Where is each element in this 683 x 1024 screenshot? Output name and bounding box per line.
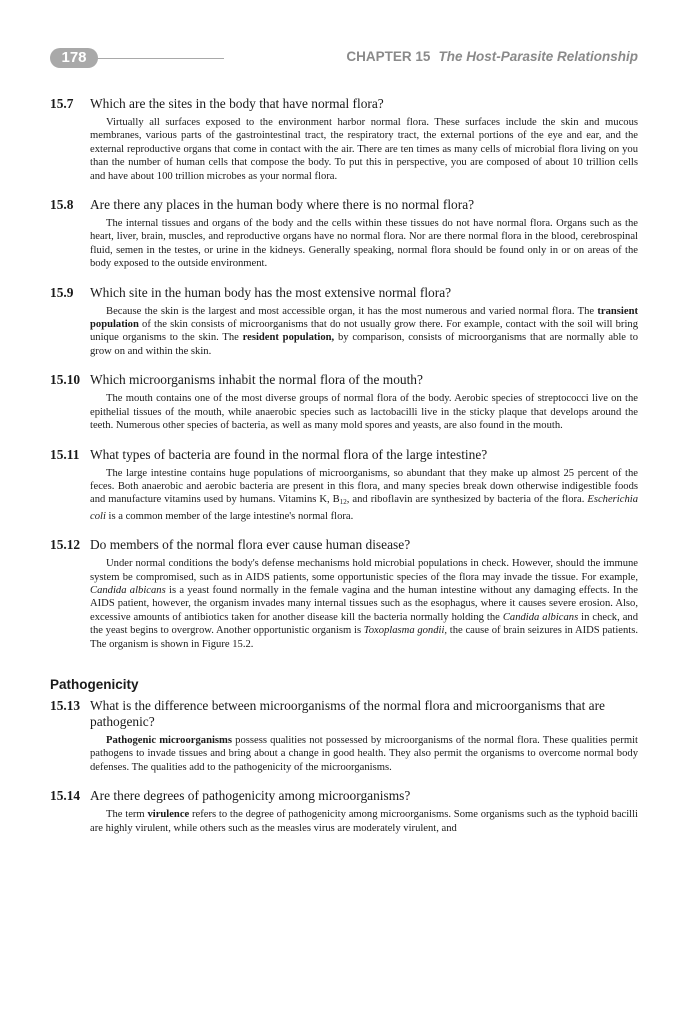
question-text: Which are the sites in the body that have normal flora? — [90, 96, 384, 111]
question-text: Are there any places in the human body where there is no normal flora? — [90, 197, 475, 213]
question-number: 15.9 — [50, 284, 74, 300]
subscript: 12 — [339, 498, 347, 507]
answer-text: Virtually all surfaces exposed to the environment harbor normal flora. These surfaces include the skin and mucous membranes, various parts of the gastrointestinal tract, the respiratory tract, the external portions of the eye and ear, and the external reproductive organs that come in contact with the air. There are ten times as many cells of microbial flora living on you than the number of human cells that compose the body. To put this in perspective, you are composed of about 10 trillion cells and have about 100 trillion microbes as your normal flora. — [90, 117, 638, 182]
answer-segment: The large intestine contains huge populations of microorganisms, so abundant that they make up almost 25 percent of the feces. Both anaerobic and aerobic bacteria are present in this flora, and many species break down otherwise indigestible foods and manufacture vitamins used by humans. Vitamins K, B — [90, 467, 638, 506]
question-text: What is the difference between microorganisms of the normal flora and microorganisms that are pathogenic? — [90, 697, 605, 729]
question — [50, 537, 638, 553]
answer — [50, 116, 638, 183]
qa-15-13 — [50, 698, 638, 774]
header-rule — [96, 58, 224, 59]
question-number: 15.13 — [50, 697, 81, 713]
answer — [50, 808, 638, 835]
species-name: Toxoplasma gondii, — [363, 625, 448, 637]
question — [50, 788, 638, 804]
chapter-heading — [346, 49, 638, 64]
answer-text — [90, 467, 638, 524]
term-resident-population: resident population, — [242, 332, 335, 344]
question-text: Are there degrees of pathogenicity among microorganisms? — [90, 788, 411, 804]
answer — [50, 392, 638, 432]
question-number: 15.12 — [50, 537, 81, 553]
term-transient-population: transient population — [90, 305, 638, 331]
question-text: What types of bacteria are found in the normal flora of the large intestine? — [90, 446, 488, 462]
qa-15-14 — [50, 788, 638, 835]
answer-text — [90, 305, 638, 359]
answer-segment: the cause of brain seizures in AIDS patients. The organism is shown in Figure 15.2. — [90, 625, 638, 650]
answer — [50, 467, 638, 524]
term-pathogenic-microorganisms: Pathogenic microorganisms — [106, 734, 232, 746]
term-virulence: virulence — [147, 809, 190, 821]
section-heading: Pathogenicity — [50, 676, 139, 692]
species-name: Candida albicans — [90, 584, 166, 596]
answer — [50, 305, 638, 359]
qa-15-10 — [50, 372, 638, 432]
answer-segment: Under normal conditions the body's defense mechanisms hold microbial populations in check. However, should the immune system be compromised, such as in AIDS patients, some opportunistic species of the flora may invade the tissue. For example, — [90, 558, 638, 583]
answer — [50, 734, 638, 774]
question-number: 15.8 — [50, 197, 74, 213]
answer-segment: in check, and the yeast begins to overgrow. Another opportunistic organism is — [90, 611, 638, 637]
answer — [50, 557, 638, 651]
answer-text: The mouth contains one of the most diverse groups of normal flora of the body. Aerobic species of streptococci live on the epithelial tissues of the mouth, while anaerobic species such as lactobacilli live in the sticky plaque that develops around the teeth. Numerous other species of bacteria, as well as many mold spores and yeasts, are also found in the mouth. — [90, 393, 638, 432]
answer-text — [90, 557, 638, 651]
question — [50, 285, 638, 301]
answer-segment: by comparison, consists of microorganisms that are normally able to grow on and within the skin. — [90, 332, 638, 357]
species-name: Candida albicans — [502, 611, 579, 623]
qa-15-11 — [50, 447, 638, 524]
chapter-label: CHAPTER 15 — [346, 49, 431, 64]
answer-segment: possess qualities not possessed by microorganisms of the normal flora. These qualities permit pathogens to invade tissues and bring about a change in good health. They also permit the organisms to overcome normal body defenses. The qualities add to the pathogenicity of the microorganisms. — [90, 734, 638, 773]
answer-segment: Because the skin is the largest and most accessible organ, it has the most numerous and varied normal flora. The — [106, 305, 598, 317]
qa-15-8 — [50, 197, 638, 271]
chapter-title: The Host-Parasite Relationship — [438, 49, 638, 64]
page-content — [50, 96, 638, 849]
qa-15-7 — [50, 96, 638, 183]
answer-segment: The term — [106, 809, 148, 821]
question-text: Which site in the human body has the most extensive normal flora? — [90, 284, 452, 300]
species-name: Escherichia coli — [90, 494, 638, 522]
question-text: Which microorganisms inhabit the normal flora of the mouth? — [90, 372, 423, 388]
question-text: Do members of the normal flora ever cause human disease? — [90, 537, 411, 553]
qa-15-12 — [50, 537, 638, 651]
question — [50, 698, 638, 730]
question-number: 15.14 — [50, 788, 81, 804]
answer-segment: , and riboflavin are synthesized by bacteria of the flora. — [346, 494, 588, 506]
question-number: 15.11 — [50, 446, 80, 462]
question-number: 15.10 — [50, 372, 81, 388]
answer-text: The internal tissues and organs of the body and the cells within these tissues do not have normal flora. Organs such as the heart, liver, brain, muscles, and reproductive organs have no normal flora. Nor are there normal flora in the blood, cerebrospinal fluid, semen in the testes, or urine in the kidneys. Generally speaking, normal flora should be found only in or on areas of the body exposed to the outside environment. — [90, 218, 638, 270]
page-number-badge: 178 — [50, 48, 98, 68]
answer-text — [90, 734, 638, 774]
answer-segment: refers to the degree of pathogenicity among microorganisms. Some organisms such as the typhoid bacilli are highly virulent, while others such as the measles virus are moderately virulent, and — [90, 809, 638, 834]
question-number: 15.7 — [50, 96, 74, 111]
qa-15-9 — [50, 285, 638, 359]
question — [50, 197, 638, 213]
answer-text — [90, 808, 638, 835]
answer-segment: is a yeast found normally in the female vagina and the human intestine without any damaging effects. In the AIDS patient, however, the organism invades many internal tissues such as the esophagus, where it causes severe erosion. Also, excessive amounts of antibiotics taken for another disease kill the bacteria normally holding the — [90, 584, 638, 623]
question — [50, 447, 638, 463]
answer-segment: is a common member of the large intestine's normal flora. — [105, 510, 354, 522]
answer — [50, 217, 638, 271]
question — [50, 372, 638, 388]
page-header — [50, 46, 638, 72]
answer-segment: of the skin consists of microorganisms that do not usually grow there. For example, contact with the soil will bring unique organisms to the skin. The — [90, 319, 638, 344]
question — [50, 96, 638, 112]
